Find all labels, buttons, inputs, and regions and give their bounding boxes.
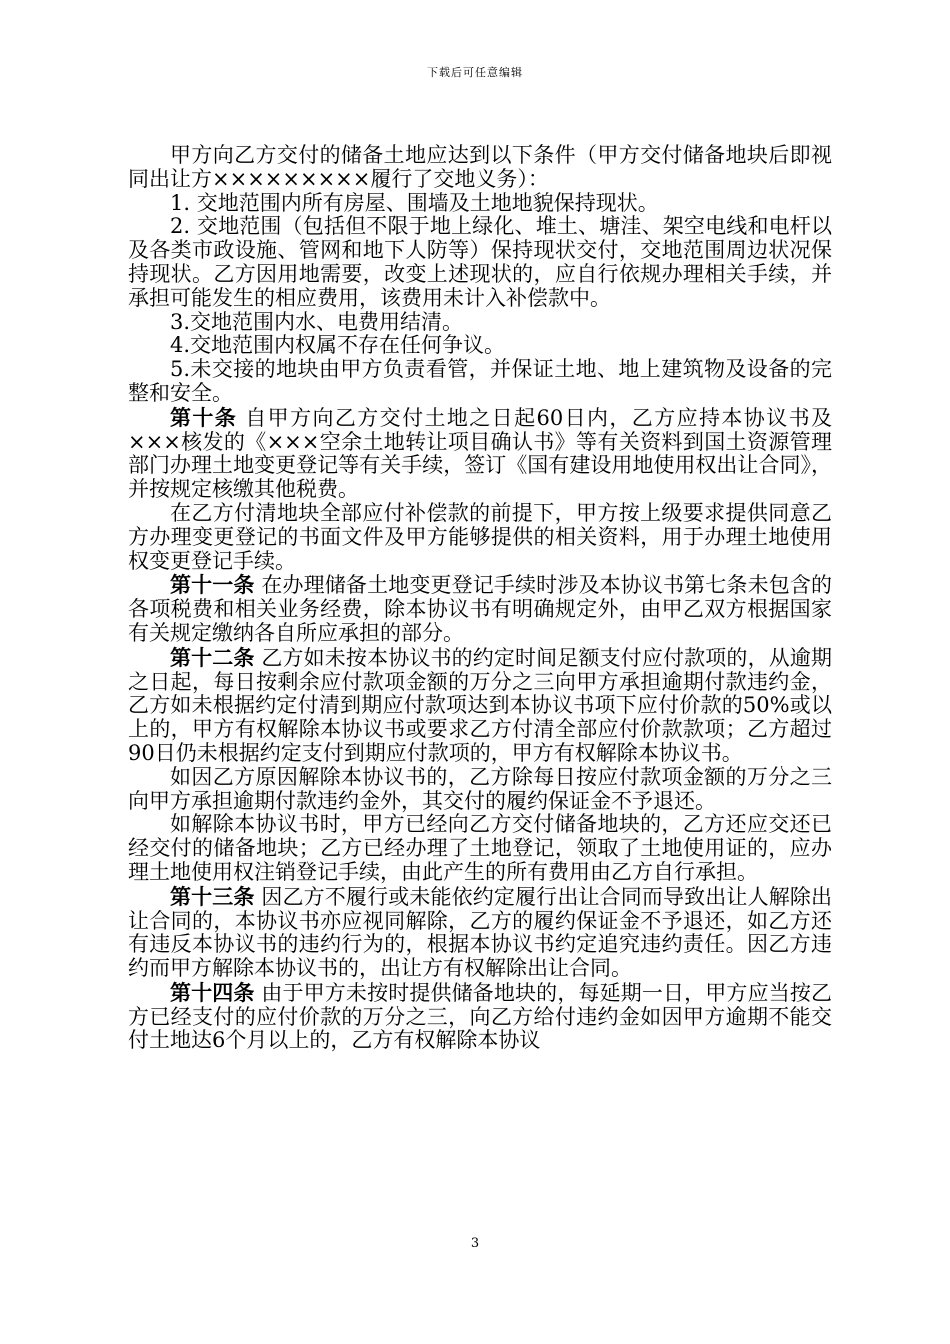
paragraph-text: 4.交地范围内权属不存在任何争议。 [170,333,506,358]
paragraph [128,358,832,406]
article-heading: 第十四条 [170,979,255,1005]
article-heading: 第十条 [170,404,238,430]
paragraph [128,144,832,192]
paragraph [128,573,832,645]
paragraph [128,406,832,502]
paragraph [128,766,832,814]
paragraph [128,502,832,573]
article-heading: 第十二条 [170,644,255,670]
paragraph [128,311,832,335]
page-header: 下载后可任意编辑 [427,66,523,79]
paragraph [128,334,832,358]
paragraph [128,192,832,216]
document-body [128,144,832,1053]
paragraph-text: 由于甲方未按时提供储备地块的，每延期一日，甲方应当按乙方已经支付的应付价款的万分之三，向乙方给付违约金如因甲方逾期不能交付土地达6个月以上的，乙方有权解除本协议 [128,980,832,1053]
article-heading: 第十三条 [170,883,255,909]
paragraph-text: 因乙方不履行或未能依约定履行出让合同而导致出让人解除出让合同的，本协议书亦应视同解除，乙方的履约保证金不予退还，如乙方还有违反本协议书的违约行为的，根据本协议书约定追究违约责任。因乙方违约而甲方解除本协议书的，出让方有权解除出让合同。 [128,884,832,981]
paragraph-text: 如因乙方原因解除本协议书的，乙方除每日按应付款项金额的万分之三向甲方承担逾期付款违约金外，其交付的履约保证金不予退还。 [128,764,832,813]
paragraph-text: 在办理储备土地变更登记手续时涉及本协议书第七条未包含的各项税费和相关业务经费，除本协议书有明确规定外，由甲乙双方根据国家有关规定缴纳各自所应承担的部分。 [128,573,832,645]
paragraph-text: 甲方向乙方交付的储备土地应达到以下条件（甲方交付储备地块后即视同出让方×××××××××履行了交地义务）： [128,143,832,191]
paragraph [128,885,832,981]
paragraph-text: 1. 交地范围内所有房屋、围墙及土地地貌保持现状。 [170,190,659,215]
paragraph [128,981,832,1053]
paragraph-text: 5.未交接的地块由甲方负责看管，并保证土地、地上建筑物及设备的完整和安全。 [128,357,832,405]
paragraph [128,813,832,884]
paragraph-text: 自甲方向乙方交付土地之日起60日内，乙方应持本协议书及×××核发的《×××空余土地转让项目确认书》等有关资料到国土资源管理部门办理土地变更登记等有关手续，签订《国有建设用地使用权出让合同》，并按规定核缴其他税费。 [128,405,832,502]
paragraph [128,215,832,310]
article-heading: 第十一条 [170,572,255,598]
paragraph-text: 3.交地范围内水、电费用结清。 [170,309,464,334]
page-number: 3 [470,1236,480,1251]
paragraph [128,646,832,766]
paragraph-text: 在乙方付清地块全部应付补偿款的前提下，甲方按上级要求提供同意乙方办理变更登记的书面文件及甲方能够提供的相关资料，用于办理土地使用权变更登记手续。 [128,500,832,573]
paragraph-text: 如解除本协议书时，甲方已经向乙方交付储备地块的，乙方还应交还已经交付的储备地块；乙方已经办理了土地登记，领取了土地使用证的，应办理土地使用权注销登记手续，由此产生的所有费用由乙方自行承担。 [128,812,832,884]
paragraph-text: 2. 交地范围（包括但不限于地上绿化、堆土、塘洼、架空电线和电杆以及各类市政设施、管网和地下人防等）保持现状交付，交地范围周边状况保持现状。乙方因用地需要，改变上述现状的，应自行依规办理相关手续，并承担可能发生的相应费用，该费用未计入补偿款中。 [128,214,832,310]
paragraph-text: 乙方如未按本协议书的约定时间足额支付应付款项的，从逾期之日起，每日按剩余应付款项金额的万分之三向甲方承担逾期付款违约金，乙方如未根据约定付清到期应付款项达到本协议书项下应付价款的50%或以上的，甲方有权解除本协议书或要求乙方付清全部应付价款款项；乙方超过90日仍未根据约定支付到期应付款项的，甲方有权解除本协议书。 [128,645,832,765]
